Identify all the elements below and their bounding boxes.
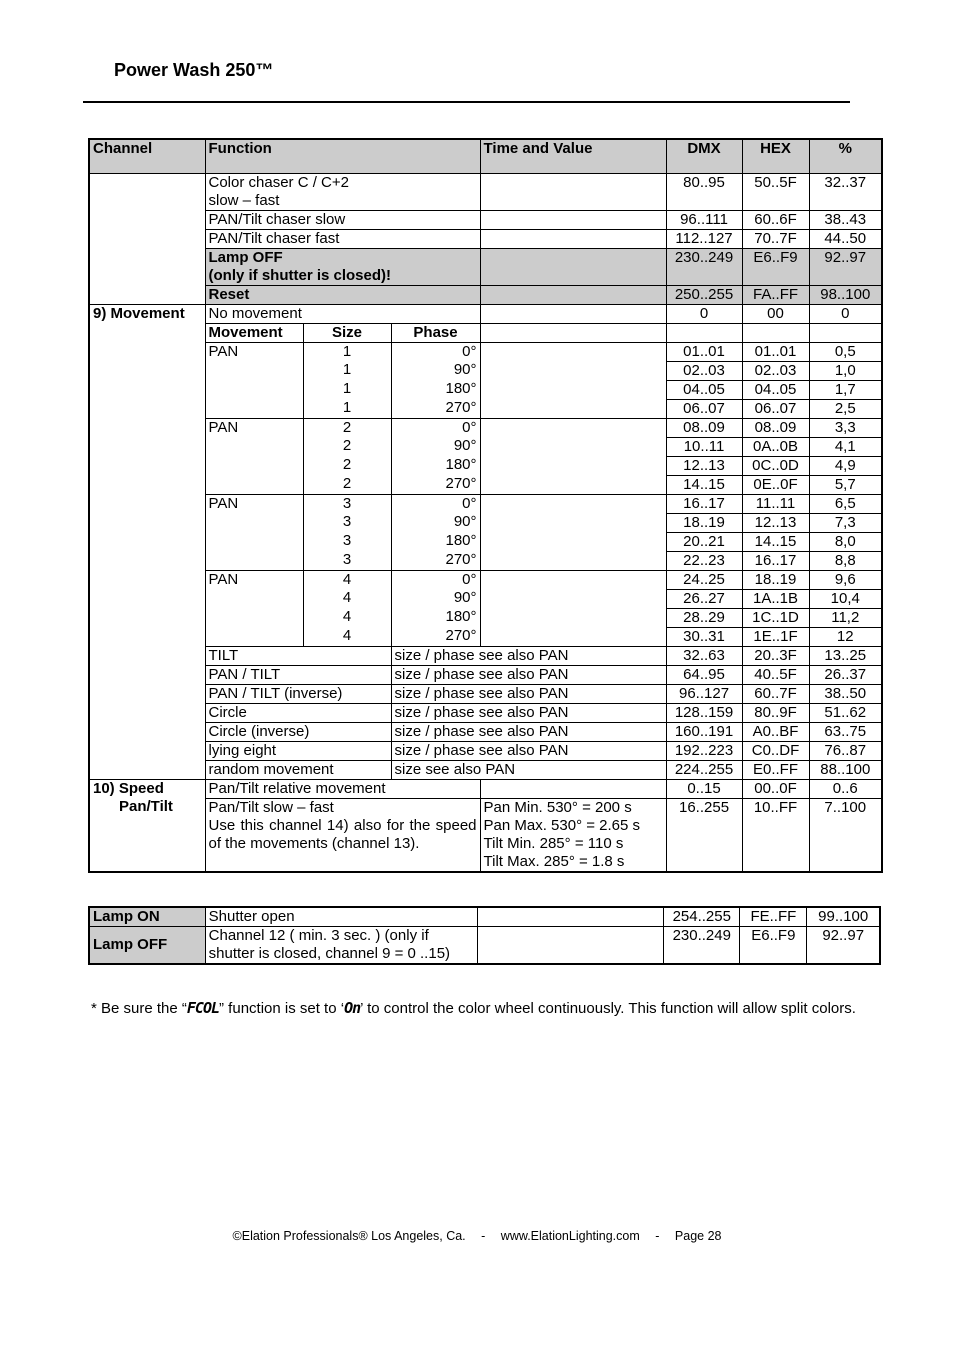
time-cell-line: Pan Max. 530° = 2.65 s	[483, 816, 641, 834]
hex-cell: 14..15	[742, 532, 809, 551]
dmx-cell: 0	[666, 304, 742, 323]
table-row	[89, 418, 882, 437]
pattern-name: Circle	[205, 703, 391, 722]
pct-cell: 8,8	[809, 551, 882, 570]
size-cell: 2	[303, 456, 391, 475]
dmx-cell: 230..249	[666, 248, 742, 285]
lamp-on-dmx: 254..255	[664, 907, 740, 927]
hex-cell: 02..03	[742, 361, 809, 380]
pct-cell	[809, 323, 882, 342]
pct-cell: 0..6	[809, 779, 882, 798]
time-cell-line: Tilt Max. 285° = 1.8 s	[483, 852, 625, 870]
table-row	[89, 248, 882, 285]
movement-subheader-row	[89, 323, 882, 342]
pct-cell: 8,0	[809, 532, 882, 551]
pct-cell: 44..50	[809, 229, 882, 248]
dmx-cell: 14..15	[666, 475, 742, 494]
table-row	[89, 684, 882, 703]
hex-cell: C0..DF	[742, 741, 809, 760]
size-cell: 3	[303, 494, 391, 513]
dmx-cell: 96..111	[666, 210, 742, 229]
pattern-note: size see also PAN	[391, 760, 666, 779]
lamp-on-row	[89, 907, 880, 927]
pattern-name: random movement	[205, 760, 391, 779]
hex-cell: 0A..0B	[742, 437, 809, 456]
time-cell	[480, 304, 666, 323]
hex-cell: 12..13	[742, 513, 809, 532]
size-cell: 1	[303, 342, 391, 361]
lamp-off-function: Channel 12 ( min. 3 sec. ) (only if shutter is closed, channel 9 = 0 ..15)	[205, 927, 477, 965]
size-cell: 3	[303, 532, 391, 551]
dmx-cell: 28..29	[666, 608, 742, 627]
dmx-cell: 10..11	[666, 437, 742, 456]
footnote-pre: * Be sure the “	[91, 1000, 187, 1017]
function-cell-line: Reset	[208, 285, 250, 303]
lamp-off-channel: Lamp OFF	[89, 927, 205, 965]
subheader-movement: Movement	[205, 323, 303, 342]
pct-cell: 6,5	[809, 494, 882, 513]
channel-speed-line1: 10) Speed	[93, 779, 164, 797]
movement-type: PAN	[205, 342, 303, 418]
footnote-mid: ” function is set to ‘	[219, 1000, 345, 1017]
dmx-cell: 16..255	[666, 798, 742, 872]
phase-cell: 180°	[391, 456, 480, 475]
hex-cell: 1E..1F	[742, 627, 809, 646]
phase-cell: 0°	[391, 418, 480, 437]
table-row	[89, 646, 882, 665]
dmx-cell: 01..01	[666, 342, 742, 361]
time-cell	[480, 323, 666, 342]
table-row	[89, 342, 882, 361]
size-cell: 3	[303, 513, 391, 532]
phase-cell: 180°	[391, 380, 480, 399]
hex-cell: 16..17	[742, 551, 809, 570]
function-cell	[205, 798, 480, 872]
dmx-cell: 16..17	[666, 494, 742, 513]
channel-speed	[89, 779, 205, 872]
col-header-dmx: DMX	[666, 139, 742, 173]
pattern-note: size / phase see also PAN	[391, 741, 666, 760]
pattern-note: size / phase see also PAN	[391, 665, 666, 684]
hex-cell: 00	[742, 304, 809, 323]
lamp-on-pct: 99..100	[807, 907, 880, 927]
dmx-cell: 26..27	[666, 589, 742, 608]
pattern-note: size / phase see also PAN	[391, 722, 666, 741]
footnote	[91, 996, 871, 1021]
function-cell-line: (only if shutter is closed)!	[208, 266, 392, 284]
pattern-name: TILT	[205, 646, 391, 665]
footer-website: www.ElationLighting.com	[500, 1229, 640, 1243]
time-cell	[480, 798, 666, 872]
pct-cell: 51..62	[809, 703, 882, 722]
function-cell	[205, 229, 480, 248]
pct-cell: 13..25	[809, 646, 882, 665]
function-cell: No movement	[205, 304, 480, 323]
pattern-note: size / phase see also PAN	[391, 646, 666, 665]
hex-cell: 06..07	[742, 399, 809, 418]
hex-cell: 50..5F	[742, 173, 809, 210]
pct-cell: 7,3	[809, 513, 882, 532]
size-cell: 3	[303, 551, 391, 570]
time-cell	[480, 229, 666, 248]
hex-cell: 01..01	[742, 342, 809, 361]
phase-cell: 90°	[391, 361, 480, 380]
footer-page-number: Page 28	[674, 1229, 722, 1243]
pattern-note: size / phase see also PAN	[391, 703, 666, 722]
pct-cell: 4,1	[809, 437, 882, 456]
pct-cell: 26..37	[809, 665, 882, 684]
hex-cell: 20..3F	[742, 646, 809, 665]
dmx-cell: 30..31	[666, 627, 742, 646]
phase-cell: 180°	[391, 608, 480, 627]
pct-cell: 4,9	[809, 456, 882, 475]
dmx-cell: 128..159	[666, 703, 742, 722]
size-cell: 2	[303, 418, 391, 437]
table-row	[89, 285, 882, 304]
subheader-size: Size	[303, 323, 391, 342]
function-cell-line: PAN/Tilt chaser slow	[208, 210, 346, 228]
table-row	[89, 741, 882, 760]
pattern-name: lying eight	[205, 741, 391, 760]
table-row	[89, 304, 882, 323]
fcol-code: FCOL	[186, 999, 220, 1017]
hex-cell: FA..FF	[742, 285, 809, 304]
pct-cell: 12	[809, 627, 882, 646]
dmx-cell: 32..63	[666, 646, 742, 665]
pct-cell: 9,6	[809, 570, 882, 589]
dmx-cell: 12..13	[666, 456, 742, 475]
dmx-cell: 08..09	[666, 418, 742, 437]
lamp-on-time	[477, 907, 663, 927]
size-cell: 1	[303, 380, 391, 399]
col-header-percent: %	[809, 139, 882, 173]
dmx-cell: 112..127	[666, 229, 742, 248]
pct-cell: 98..100	[809, 285, 882, 304]
page-footer	[0, 1229, 954, 1243]
on-code: On	[344, 999, 361, 1017]
pct-cell: 10,4	[809, 589, 882, 608]
table-row	[89, 798, 882, 872]
footer-copyright: ©Elation Professionals® Los Angeles, Ca.	[232, 1229, 466, 1243]
time-cell	[480, 494, 666, 570]
pct-cell: 5,7	[809, 475, 882, 494]
phase-cell: 270°	[391, 551, 480, 570]
pct-cell: 63..75	[809, 722, 882, 741]
phase-cell: 0°	[391, 570, 480, 589]
lamp-table	[88, 906, 881, 965]
table-header-row	[89, 139, 882, 173]
hex-cell: 1A..1B	[742, 589, 809, 608]
table-row	[89, 570, 882, 589]
hex-cell: 60..7F	[742, 684, 809, 703]
footnote-post: ’ to control the color wheel continuously. This function will allow split colors.	[360, 1000, 856, 1017]
hex-cell: E0..FF	[742, 760, 809, 779]
hex-cell: 10..FF	[742, 798, 809, 872]
pct-cell: 2,5	[809, 399, 882, 418]
dmx-cell: 96..127	[666, 684, 742, 703]
lamp-off-row	[89, 927, 880, 965]
size-cell: 4	[303, 570, 391, 589]
subheader-phase: Phase	[391, 323, 480, 342]
phase-cell: 0°	[391, 342, 480, 361]
movement-type: PAN	[205, 494, 303, 570]
function-cell-line: slow – fast	[208, 191, 280, 209]
time-cell	[480, 418, 666, 494]
phase-cell: 90°	[391, 513, 480, 532]
table-row	[89, 210, 882, 229]
lamp-off-dmx: 230..249	[664, 927, 740, 965]
time-cell	[480, 248, 666, 285]
time-cell	[480, 210, 666, 229]
dmx-cell: 18..19	[666, 513, 742, 532]
pattern-name: Circle (inverse)	[205, 722, 391, 741]
size-cell: 1	[303, 361, 391, 380]
time-cell	[480, 173, 666, 210]
dmx-cell: 24..25	[666, 570, 742, 589]
dmx-cell: 80..95	[666, 173, 742, 210]
function-cell-line: PAN/Tilt chaser fast	[208, 229, 340, 247]
col-header-function: Function	[205, 139, 480, 173]
phase-cell: 90°	[391, 589, 480, 608]
hex-cell: 1C..1D	[742, 608, 809, 627]
time-cell	[480, 285, 666, 304]
time-cell	[480, 570, 666, 646]
table-row	[89, 173, 882, 210]
phase-cell: 270°	[391, 475, 480, 494]
hex-cell: 11..11	[742, 494, 809, 513]
function-description: Use this channel 14) also for the speed of the movements (channel 13).	[208, 816, 477, 852]
lamp-on-hex: FE..FF	[740, 907, 807, 927]
movement-type: PAN	[205, 570, 303, 646]
table-row	[89, 722, 882, 741]
size-cell: 1	[303, 399, 391, 418]
size-cell: 2	[303, 475, 391, 494]
pct-cell: 7..100	[809, 798, 882, 872]
table-row	[89, 229, 882, 248]
channel-movement: 9) Movement	[89, 304, 205, 779]
pct-cell: 1,0	[809, 361, 882, 380]
channel-speed-line2: Pan/Tilt	[119, 797, 173, 815]
table-row	[89, 665, 882, 684]
dmx-cell: 02..03	[666, 361, 742, 380]
hex-cell: 0C..0D	[742, 456, 809, 475]
pct-cell: 11,2	[809, 608, 882, 627]
pct-cell: 0,5	[809, 342, 882, 361]
footer-separator: -	[655, 1229, 660, 1243]
pct-cell: 38..50	[809, 684, 882, 703]
header-divider	[83, 101, 850, 103]
pattern-name: PAN / TILT	[205, 665, 391, 684]
pct-cell: 0	[809, 304, 882, 323]
pct-cell: 1,7	[809, 380, 882, 399]
dmx-cell: 06..07	[666, 399, 742, 418]
size-cell: 4	[303, 589, 391, 608]
dmx-cell: 192..223	[666, 741, 742, 760]
table-row	[89, 760, 882, 779]
pct-cell: 92..97	[809, 248, 882, 285]
lamp-on-channel: Lamp ON	[89, 907, 205, 927]
hex-cell	[742, 323, 809, 342]
pattern-name: PAN / TILT (inverse)	[205, 684, 391, 703]
hex-cell: A0..BF	[742, 722, 809, 741]
footer-separator: -	[481, 1229, 486, 1243]
dmx-cell: 64..95	[666, 665, 742, 684]
table-row	[89, 494, 882, 513]
hex-cell: 00..0F	[742, 779, 809, 798]
function-cell	[205, 173, 480, 210]
movement-type: PAN	[205, 418, 303, 494]
table-row	[89, 779, 882, 798]
function-cell	[205, 210, 480, 229]
dmx-cell: 250..255	[666, 285, 742, 304]
dmx-cell: 22..23	[666, 551, 742, 570]
lamp-off-time	[477, 927, 663, 965]
col-header-time-value: Time and Value	[480, 139, 666, 173]
size-cell: 4	[303, 627, 391, 646]
time-cell-line: Tilt Min. 285° = 110 s	[483, 834, 624, 852]
dmx-cell: 0..15	[666, 779, 742, 798]
lamp-off-pct: 92..97	[807, 927, 880, 965]
function-cell-line: Lamp OFF	[208, 248, 283, 266]
function-line: Pan/Tilt slow – fast	[208, 798, 334, 816]
lamp-off-hex: E6..F9	[740, 927, 807, 965]
pct-cell: 38..43	[809, 210, 882, 229]
time-cell-line: Pan Min. 530° = 200 s	[483, 798, 632, 816]
col-header-hex: HEX	[742, 139, 809, 173]
function-cell: Pan/Tilt relative movement	[205, 779, 480, 798]
function-cell	[205, 248, 480, 285]
page-header-title: Power Wash 250™	[114, 60, 274, 80]
function-cell-line: Color chaser C / C+2	[208, 173, 349, 191]
dmx-cell: 04..05	[666, 380, 742, 399]
hex-cell: 80..9F	[742, 703, 809, 722]
dmx-channel-table	[88, 138, 883, 873]
pct-cell: 76..87	[809, 741, 882, 760]
dmx-cell: 20..21	[666, 532, 742, 551]
time-cell	[480, 779, 666, 798]
channel-cell	[89, 173, 205, 304]
lamp-on-function: Shutter open	[205, 907, 477, 927]
col-header-channel: Channel	[89, 139, 205, 173]
hex-cell: 18..19	[742, 570, 809, 589]
phase-cell: 180°	[391, 532, 480, 551]
dmx-cell: 224..255	[666, 760, 742, 779]
pct-cell: 32..37	[809, 173, 882, 210]
pattern-note: size / phase see also PAN	[391, 684, 666, 703]
phase-cell: 0°	[391, 494, 480, 513]
hex-cell: 08..09	[742, 418, 809, 437]
phase-cell: 270°	[391, 627, 480, 646]
hex-cell: 70..7F	[742, 229, 809, 248]
pct-cell: 88..100	[809, 760, 882, 779]
time-cell	[480, 342, 666, 418]
dmx-cell	[666, 323, 742, 342]
hex-cell: 04..05	[742, 380, 809, 399]
function-cell	[205, 285, 480, 304]
size-cell: 2	[303, 437, 391, 456]
dmx-cell: 160..191	[666, 722, 742, 741]
hex-cell: 60..6F	[742, 210, 809, 229]
hex-cell: E6..F9	[742, 248, 809, 285]
size-cell: 4	[303, 608, 391, 627]
phase-cell: 270°	[391, 399, 480, 418]
phase-cell: 90°	[391, 437, 480, 456]
table-row	[89, 703, 882, 722]
hex-cell: 0E..0F	[742, 475, 809, 494]
hex-cell: 40..5F	[742, 665, 809, 684]
pct-cell: 3,3	[809, 418, 882, 437]
